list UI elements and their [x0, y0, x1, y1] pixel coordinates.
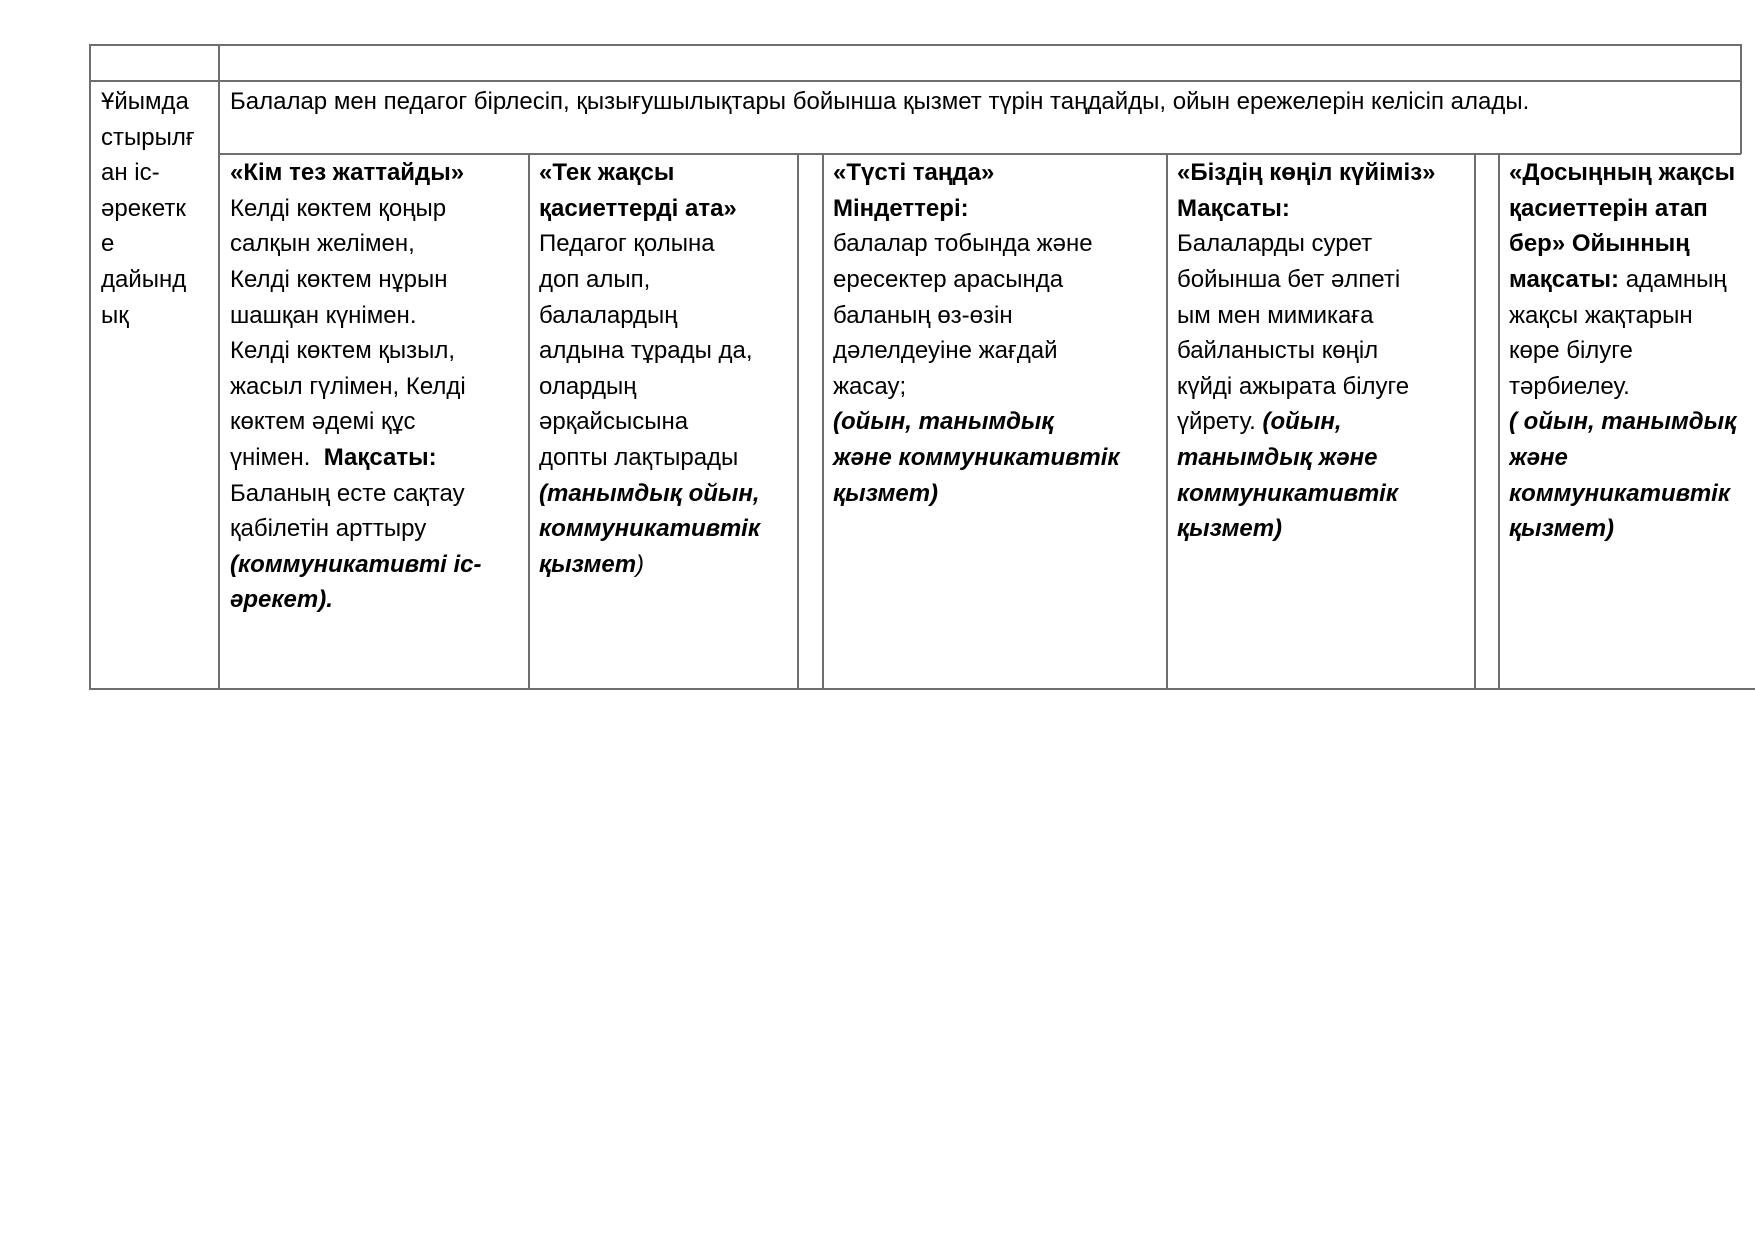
game-text-line: көктем әдемі құс: [230, 408, 416, 435]
game-title: «Кім тез жаттайды»: [230, 159, 465, 186]
game-text-line: балалардың: [539, 302, 678, 329]
game-text-line: [1177, 404, 1341, 440]
game-title-line: бер» Ойынның: [1509, 230, 1690, 257]
activity-type-line: қызмет): [833, 480, 939, 507]
game-text-line: бойынша бет әлпеті: [1177, 266, 1401, 293]
game-title-line: «Досыңның жақсы: [1509, 159, 1736, 186]
activity-type-close: ): [636, 551, 645, 578]
game-title: «Түсті таңда»: [833, 159, 995, 186]
game-title-line: қасиеттерді ата»: [539, 195, 737, 222]
game-text-line: тәрбиелеу.: [1509, 373, 1630, 400]
col1-divider: [528, 153, 530, 689]
row-label-line: дайынд: [101, 266, 187, 293]
activity-type-part: қызмет: [539, 551, 637, 578]
activity-type-line: (ойын, танымдық: [833, 408, 1054, 435]
activity-type-line: (коммуникативті іс-: [230, 551, 482, 578]
game-text-line: салқын желімен,: [230, 230, 415, 257]
goal-label: Мақсаты:: [1177, 195, 1290, 222]
game-text-line: байланысты көңіл: [1177, 337, 1379, 364]
col2-divider: [797, 153, 799, 689]
row-label-line: әрекетк: [101, 195, 186, 222]
tasks-label: Міндеттері:: [833, 195, 969, 222]
game-text-line: жақсы жақтарын: [1509, 302, 1693, 329]
game-cell-dosynnyn-zhaksy-kasietteri: [1509, 150, 1755, 690]
game-text-line: олардың: [539, 373, 637, 400]
label-column-divider: [218, 44, 220, 689]
game-text-line: ым мен мимикаға: [1177, 302, 1374, 329]
game-text-line: [230, 440, 437, 476]
table-border-right: [1740, 44, 1742, 154]
row-label-line: ан іс-: [101, 159, 160, 186]
table-border-bottom: [89, 688, 1755, 690]
goal-label: Мақсаты:: [323, 444, 437, 471]
game-text-line: жасыл гүлімен, Келді: [230, 373, 466, 400]
row-label-line: стырылғ: [101, 124, 195, 151]
row-label-line: е: [101, 230, 115, 257]
game-text-line: алдына тұрады да,: [539, 337, 753, 364]
spacer-divider: [822, 153, 824, 689]
game-text-line: Келді көктем қоңыр: [230, 195, 447, 222]
game-title-line: қасиеттерін атап: [1509, 195, 1708, 222]
game-text-line: Педагог қолына: [539, 230, 715, 257]
game-text-part: үнімен.: [230, 444, 311, 471]
table-row-divider: [89, 80, 1741, 82]
table-border-left: [89, 44, 91, 689]
intro-text: Балалар мен педагог бірлесіп, қызығушылықтары бойынша қызмет түрін таңдайды, ойын ережелерін келісіп алады.: [230, 88, 1530, 115]
game-text-line: допты лақтырады: [539, 444, 739, 471]
game-text-line: әрқайсысына: [539, 408, 689, 435]
game-text-line: күйді ажырата білуге: [1177, 373, 1410, 400]
game-text-line: дәлелдеуіне жағдай: [833, 337, 1058, 364]
game-text-line: доп алып,: [539, 266, 651, 293]
game-text-line: баланың өз-өзін: [833, 302, 1013, 329]
activity-type-line: қызмет): [1509, 515, 1615, 542]
game-title: «Біздің көңіл күйіміз»: [1177, 159, 1436, 186]
goal-line: [1509, 262, 1727, 298]
game-text-line: көре білуге: [1509, 337, 1633, 364]
game-text-line: Келді көктем қызыл,: [230, 337, 456, 364]
activity-type-line: коммуникативтік: [539, 515, 760, 542]
game-text-line: балалар тобында және: [833, 230, 1093, 257]
table-border-top: [89, 44, 1741, 46]
goal-text-part: адамның: [1619, 266, 1727, 293]
row-label-line: Ұйымда: [101, 88, 189, 115]
game-text-line: жасау;: [833, 373, 907, 400]
activity-type-line: коммуникативтік: [1509, 480, 1730, 507]
activity-type-line: коммуникативтік: [1177, 480, 1398, 507]
game-text-line: Келді көктем нұрын: [230, 266, 448, 293]
activity-type-line: әрекет).: [230, 586, 333, 613]
game-text-line: Балаларды сурет: [1177, 230, 1373, 257]
activity-type-part: (ойын,: [1255, 408, 1342, 435]
activity-type-line: [539, 547, 644, 583]
goal-label: мақсаты:: [1509, 266, 1620, 293]
game-text-part: үйрету.: [1177, 408, 1256, 435]
activity-type-line: (танымдық ойын,: [539, 480, 760, 507]
col3-divider: [1166, 153, 1168, 689]
goal-text-line: Баланың есте сақтау: [230, 480, 465, 507]
game-text-line: ересектер арасында: [833, 266, 1064, 293]
activity-type-line: ( ойын, танымдық: [1509, 408, 1737, 435]
col4-divider: [1474, 153, 1476, 689]
activity-type-line: және коммуникативтік: [833, 444, 1120, 471]
activity-type-line: қызмет): [1177, 515, 1283, 542]
activity-type-line: және: [1509, 444, 1568, 471]
game-title-line: «Тек жақсы: [539, 159, 675, 186]
spacer-divider-2: [1498, 153, 1500, 689]
game-text-line: шашқан күнімен.: [230, 302, 417, 329]
goal-text-line: қабілетін арттыру: [230, 515, 427, 542]
row-label-line: ық: [101, 302, 129, 329]
activity-type-line: танымдық және: [1177, 444, 1378, 471]
